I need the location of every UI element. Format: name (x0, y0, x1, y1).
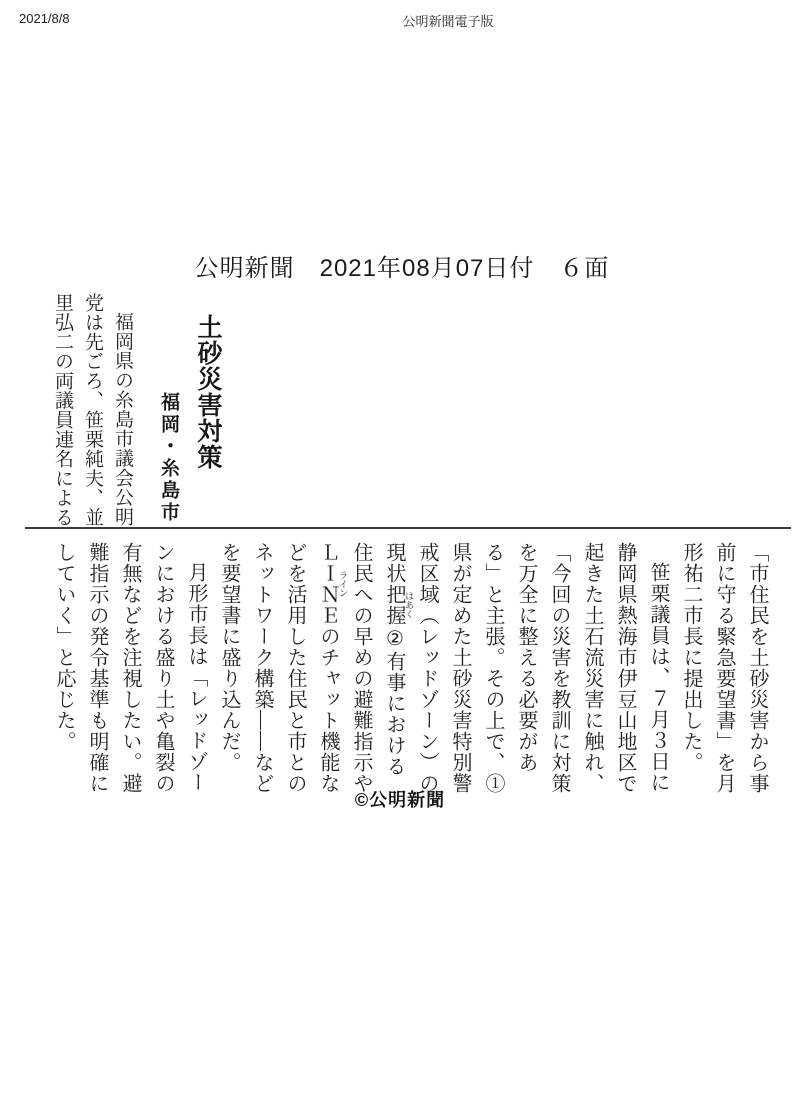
body-paragraph-2 (212, 542, 674, 796)
ruby-line-furigana: ライン (338, 542, 348, 626)
ruby-line-base: ＬＩＮＥ (317, 542, 339, 626)
body-paragraph-2-text-2: ②有事における住民への早めの避難指示や (350, 542, 405, 794)
divider-rule (25, 527, 791, 529)
ruby-haaku-base: 把握 (383, 584, 405, 626)
article-body (28, 542, 773, 796)
body-paragraph-1 (674, 542, 773, 796)
site-title-header: 公明新聞電子版 (402, 14, 494, 29)
date-header: 2021/8/8 (19, 11, 70, 26)
body-paragraph-3-text: 月形市長は「レッドゾーンにおける盛り土や亀裂の有無などを注視したい。避難指示の発令基準も明確にしていく」と応じた。 (53, 542, 207, 794)
body-paragraph-3 (47, 542, 212, 796)
ruby-line (317, 542, 348, 626)
body-paragraph-2-text-1: 笹栗議員は、７月３日に静岡県熱海市伊豆山地区で起きた土石流災害に触れ、「今回の災害を教訓に対策を万全に整える必要がある」と主張。その上で、①県が定めた土砂災害特別警戒区域（レッドゾーン）の現状 (383, 542, 669, 794)
ruby-haaku (383, 584, 414, 626)
article-lead-paragraph: 福岡県の糸島市議会公明党は先ごろ、笹栗純夫、並里弘二の両議員連名による (52, 293, 133, 527)
body-paragraph-2-text-3: のチャット機能などを活用した住民と市とのネットワーク構築——などを要望書に盛り込んだ。 (218, 542, 339, 794)
body-paragraph-1-text: 「市住民を土砂災害から事前に守る緊急要望書」を月形祐二市長に提出した。 (680, 542, 768, 794)
copyright-notice: ©公明新聞 (354, 790, 446, 810)
issue-line: 公明新聞 2021年08月07日付 ６面 (194, 255, 610, 282)
article-headline: 土砂災害対策 (194, 314, 221, 470)
ruby-haaku-furigana: はあく (404, 584, 414, 626)
article-subhead: 福岡・糸島市 (158, 392, 179, 524)
